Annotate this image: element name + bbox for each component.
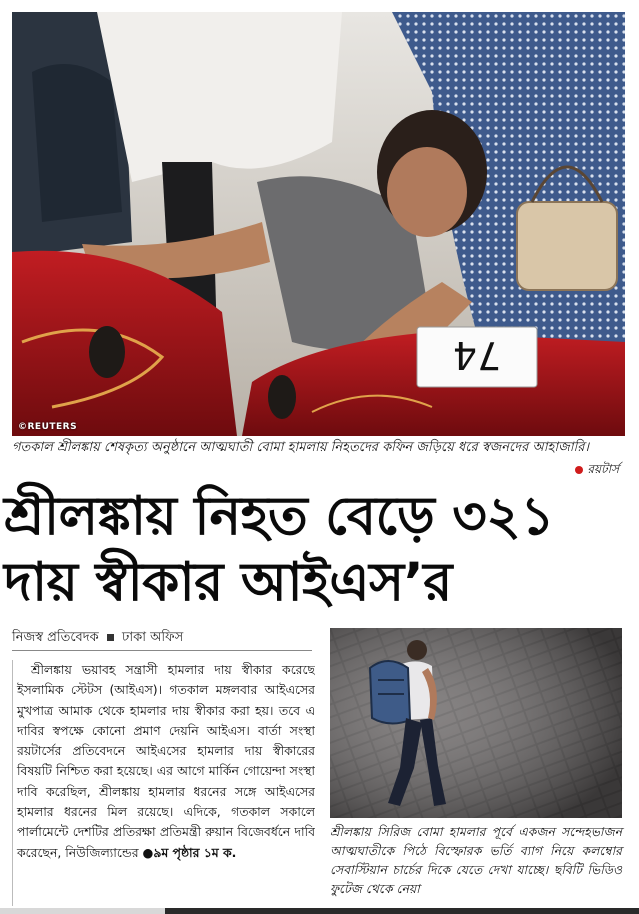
suspect-photo <box>330 628 622 818</box>
jump-bullet-icon: ● <box>142 844 154 860</box>
top-caption-text: গতকাল শ্রীলঙ্কায় শেষকৃত্য অনুষ্ঠানে আত্মঘাতী বোমা হামলায় নিহতদের কফিন জড়িয়ে ধরে স্বজনদের আহাজারি। <box>12 440 590 455</box>
article-body <box>12 660 315 906</box>
bullet-icon <box>575 466 583 474</box>
headline-line-1: শ্রীলঙ্কায় নিহত বেড়ে ৩২১ <box>4 486 555 547</box>
byline-reporter: নিজস্ব প্রতিবেদক <box>12 630 99 645</box>
continued-on-page-link[interactable]: ৯ম পৃষ্ঠার ১ম ক. <box>153 844 237 860</box>
funeral-photo <box>12 12 625 436</box>
bottom-rule-left <box>0 908 165 914</box>
bottom-rule <box>165 908 639 914</box>
caption-agency <box>575 460 619 479</box>
suspect-photo-caption: শ্রীলঙ্কায় সিরিজ বোমা হামলার পূর্বে একজন সন্দেহভাজন আত্মঘাতীকে পিঠে বিস্ফোরক ভর্তি ব্যাগ নিয়ে কলম্বোর সেবাস্টিয়ান চার্চের দিকে যেতে দেখা যাচ্ছে। ছবিটি ভিডিও ফুটেজ থেকে নেয়া <box>330 824 622 896</box>
funeral-photo-illustration <box>12 12 625 436</box>
caption-agency-label: রয়টার্স <box>587 462 619 476</box>
photo-credit-mark: ©REUTERS <box>18 422 78 432</box>
square-bullet-icon <box>107 634 114 641</box>
headline-line-2: দায় স্বীকার আইএস’র <box>4 552 452 613</box>
article-paragraph <box>17 660 315 863</box>
coffin-number-label: 74 <box>452 333 502 377</box>
byline-office: ঢাকা অফিস <box>122 630 184 645</box>
top-photo-caption <box>12 438 625 478</box>
headline <box>4 484 634 616</box>
byline <box>12 628 312 651</box>
suspect-photo-illustration <box>330 628 622 818</box>
article-body-text: শ্রীলঙ্কায় ভয়াবহ সন্ত্রাসী হামলার দায় স্বীকার করেছে ইসলামিক স্টেটস (আইএস)। গতকাল মঙ্গলবার আইএসের মুখপাত্র আমাক থেকে হামলার দায় স্বীকার করা হয়। তবে এ দাবির স্বপক্ষে কোনো প্রমাণ দেয়নি আইএস। বার্তা সংস্থা রয়টার্সের প্রতিবেদনে আইএসের হামলার দায় স্বীকারের বিষয়টি নিশ্চিত করা হয়েছে। এর আগে মার্কিন গোয়েন্দা সংস্থা দাবি করেছিল, শ্রীলঙ্কায় হামলার ধরনের সঙ্গে আইএসের হামলার ধরনের মিল রয়েছে। এদিকে, গতকাল সকালে পার্লামেন্টে দেশটির প্রতিরক্ষা প্রতিমন্ত্রী রুয়ান বিজেবর্ধনে দাবি করেছেন, নিউজিল্যান্ডের <box>17 662 315 860</box>
